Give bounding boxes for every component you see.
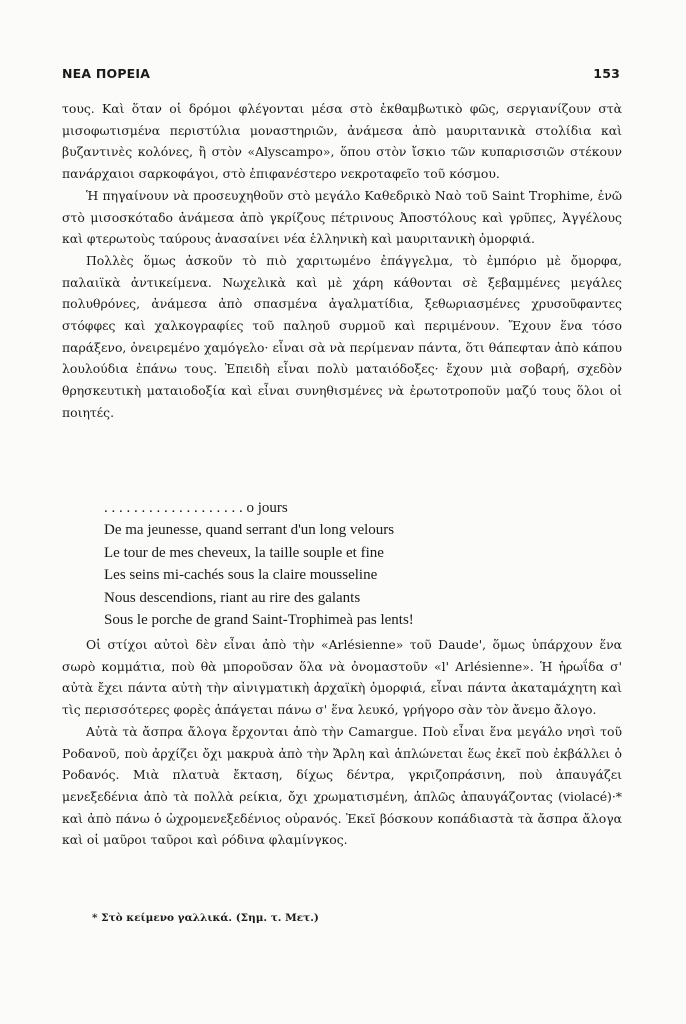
paragraph: Ἡ πηγαίνουν νὰ προσευχηθοῦν στὸ μεγάλο Καθεδρικὸ Ναὸ τοῦ Saint Trophime, ἐνῶ στὸ μισοσκόταδο ἀνάμεσα ἀπὸ γκρίζους πέτρινους Ἀποστόλους καὶ γρῦπες, Ἀγγέλους καὶ φτερωτοὺς ταύρους ἀνασαίνει νέα ἑλληνικὴ καὶ μαυριτανικὴ ὀμορφιά. (62, 187, 622, 247)
journal-title: ΝΕΑ ΠΟΡΕΙΑ (62, 66, 151, 81)
running-head (62, 66, 620, 81)
verse-line: De ma jeunesse, quand serrant d'un long velours (104, 522, 395, 539)
footnote: * Στὸ κείμενο γαλλικά. (Σημ. τ. Μετ.) (92, 912, 319, 924)
verse-line: Le tour de mes cheveux, la taille souple et fine (104, 544, 384, 561)
verse-line: Sous le porche de grand Saint-Trophimeà pas lents! (104, 612, 414, 629)
body-text-bottom (62, 634, 622, 851)
french-verse (104, 497, 574, 631)
page-number: 153 (593, 66, 620, 81)
paragraph: Οἱ στίχοι αὐτοὶ δὲν εἶναι ἀπὸ τὴν «Arlésienne» τοῦ Daude', ὅμως ὑπάρχουν ἕνα σωρὸ κομμάτια, ποὺ θὰ μποροῦσαν ὅλα νὰ ὀνομαστοῦν «l' Arlésienne». Ἡ ἡρωΐδα σ' αὐτὰ ἔχει πάντα αὐτὴ τὴν αἰνιγματικὴ ἀρχαϊκὴ ὀμορφιά, εἶναι πάντα ἀκαταμάχητη καὶ τὶς περισσότερες φορὲς ἁπάγεται πάνω σ' ἕνα λευκό, γρήγορο σὰν τὸν ἄνεμο ἄλογο. (62, 637, 622, 718)
body-text-top (62, 98, 622, 424)
paragraph: Αὐτὰ τὰ ἄσπρα ἄλογα ἔρχονται ἀπὸ τὴν Camargue. Ποὺ εἶναι ἕνα μεγάλο νησὶ τοῦ Ροδανοῦ, ποὺ ἀρχίζει ὄχι μακρυὰ ἀπὸ τὴν Ἄρλη καὶ ἁπλώνεται ἕως ἐκεῖ ποὺ ἐκβάλλει ὁ Ροδανός. Μιὰ πλατυὰ ἔκταση, δίχως δέντρα, γκριζοπράσινη, ποὺ ἀπαυγάζει μενεξεδένια ἀπὸ τὰ πολλὰ ρείκια, ὄχι χρωματισμένη, ἁπλῶς ἀπαυγάζοντας (violacé)·* καὶ ἀπὸ πάνω ὁ ὠχρομενεξεδένιος οὐρανός. Ἐκεῖ βόσκουν κοπάδιαστὰ τὰ ἄσπρα ἄλογα καὶ οἱ μαῦροι ταῦροι καὶ ρόδινα φλαμίνγκος. (62, 723, 622, 848)
paragraph: Πολλὲς ὅμως ἀσκοῦν τὸ πιὸ χαριτωμένο ἐπάγγελμα, τὸ ἐμπόριο μὲ ὄμορφα, παλαιϊκὰ ἀντικείμενα. Νωχελικὰ καὶ μὲ χάρη κάθονται σὲ ξεβαμμένες μεγάλες πολυθρόνες, ἀνάμεσα ἀπὸ σπασμένα ἀγαλματίδια, ξεθωριασμένες χρυσοῦφαντες στόφφες καὶ χαλκογραφίες τοῦ παληοῦ συρμοῦ καὶ περιμένουν. Ἔχουν ἕνα τόσο παράξενο, ὀνειρεμένο χαμόγελο· εἶναι σὰ νὰ περίμεναν πάντα, ὅτι θάπεφταν ἀπὸ κάπου λουλούδια ἐπάνω τους. Ἐπειδὴ εἶναι πολὺ ματαιόδοξες· ἔχουν μιὰ σοβαρή, σχεδὸν θρησκευτικὴ ματαιοδοξία καὶ εἶναι συνηθισμένες νὰ ἐρωτοτροποῦν μαζύ τους ὅλοι οἱ ποιητές. (62, 252, 622, 420)
paragraph: τους. Καὶ ὅταν οἱ δρόμοι φλέγονται μέσα στὸ ἐκθαμβωτικὸ φῶς, σεργιανίζουν στὰ μισοφωτισμένα περιστύλια μοναστηριῶν, ἀνάμεσα ἀπὸ μαυριτανικὰ στολίδια καὶ βυζαντινὲς κολόνες, ἢ στὸν «Alyscampo», ὅπου στὸν ἴσκιο τῶν κυπαρισσιῶν στέκουν πανάρχαιοι σαρκοφάγοι, στὸ ἐπιφανέστερο νεκροταφεῖο τοῦ κόσμου. (62, 101, 622, 182)
verse-line: Nous descendions, riant au rire des galants (104, 589, 361, 606)
verse-line: Les seins mi-cachés sous la claire mousseline (104, 567, 378, 584)
verse-line: . . . . . . . . . . . . . . . . . . . o jours (104, 500, 288, 516)
